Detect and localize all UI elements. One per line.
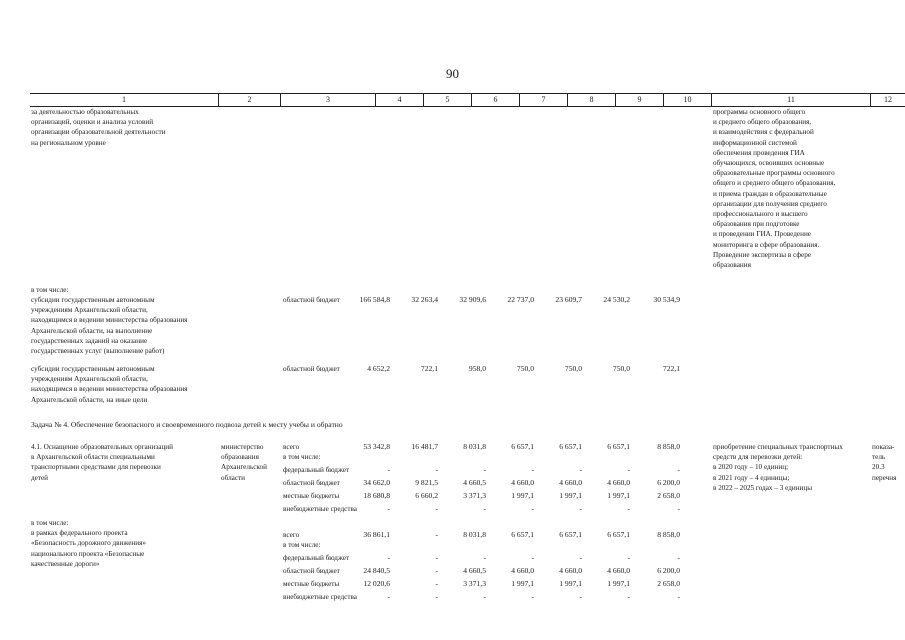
row41-value-cell: - [579,504,582,513]
block-a-row2-v7: 722,1 [662,364,680,373]
header-col-8: 8 [567,94,615,106]
row41-source-5: внебюджетные средства [283,505,357,513]
row41-value-cell: - [435,465,438,474]
block-b-value-cell: 6 657,1 [607,530,630,539]
header-col-6: 6 [471,94,519,106]
block-b-value-cell: 6 657,1 [511,530,534,539]
block-b-source-3: областной бюджет [283,567,340,575]
row41-value-cell: 4 660,5 [463,478,486,487]
block-a-row2-v6: 750,0 [612,364,630,373]
block-b-value-cell: - [483,592,486,601]
row41-value-cell: 6 200,0 [657,478,680,487]
row41-value-cell: 6 660,2 [415,491,438,500]
block-b-value-cell: - [677,553,680,562]
row41-indicator: показа- тель 20.3 перечня [872,443,897,482]
row41-value-cell: - [483,465,486,474]
block-b-value-cell: - [531,553,534,562]
row41-value-cell: 4 660,0 [559,478,582,487]
block-a-row2-v5: 750,0 [564,364,582,373]
block-a-row1-source: областной бюджет [283,296,340,304]
header-col-4: 4 [375,94,423,106]
row41-value-cell: 8 031,8 [463,442,486,451]
block-b-value-cell: 4 660,0 [559,566,582,575]
block-b-source-4: местные бюджеты [283,580,340,588]
block-a-row1-v5: 23 609,7 [555,295,582,304]
block-a-row1-v7: 30 534,9 [653,295,680,304]
row41-value-cell: - [531,504,534,513]
block-b-value-cell: 4 660,0 [511,566,534,575]
block-a-row2-source: областной бюджет [283,365,340,373]
block-b-value-cell: - [531,592,534,601]
block-b-value-cell: 1 997,1 [511,579,534,588]
block-a-row1-v1: 166 584,8 [359,295,390,304]
block-b-value-cell: - [435,579,438,588]
row41-value-cell: - [677,465,680,474]
row41-source-2: федеральный бюджет [283,466,350,474]
block-a-row2-name: субсидии государственным автономным учреждениям Архангельской области, находящимся в ведении министерства образования Архангельской области, на иные цели [31,365,188,404]
block-b-name: в том числе: в рамках федерального проекта «Безопасность дорожного движения» национального проекта «Безопасные качественные дороги» [31,519,147,568]
row41-value-cell: 8 858,0 [657,442,680,451]
row41-value-cell: 6 657,1 [559,442,582,451]
header-col-9: 9 [615,94,663,106]
row41-value-cell: - [483,504,486,513]
table-header-row [30,93,905,107]
row41-value-cell: 6 657,1 [511,442,534,451]
block-b-value-cell: 3 371,3 [463,579,486,588]
block-b-value-cell: - [627,592,630,601]
header-col-3: 3 [280,94,375,106]
block-a-row2-v3: 958,0 [468,364,486,373]
row41-value-cell: 2 658,0 [657,491,680,500]
row41-value-cell: - [627,504,630,513]
row41-value-cell: - [531,465,534,474]
row41-value-cell: 4 660,0 [511,478,534,487]
header-col-1: 1 [122,95,126,104]
row41-value-cell: 53 342,8 [363,442,390,451]
row41-value-cell: - [677,504,680,513]
block-b-value-cell: 1 997,1 [559,579,582,588]
row41-value-cell: 1 997,1 [559,491,582,500]
block-b-value-cell: - [579,592,582,601]
block-b-value-cell: 2 658,0 [657,579,680,588]
row41-value-cell: 6 657,1 [607,442,630,451]
block-b-value-cell: 24 840,5 [363,566,390,575]
block-b-value-cell: 8 031,8 [463,530,486,539]
block-b-value-cell: - [435,553,438,562]
block-b-value-cell: - [435,530,438,539]
block-a-row2-v1: 4 652,2 [367,364,390,373]
block-a-row2-v2: 722,1 [420,364,438,373]
block-b-value-cell: - [435,592,438,601]
row41-value-cell: 3 371,3 [463,491,486,500]
row41-value-cell: 4 660,0 [607,478,630,487]
block-b-value-cell: - [483,553,486,562]
row41-source-1: в том числе: [283,453,321,461]
row41-value-cell: 18 680,8 [363,491,390,500]
block-b-value-cell: 8 858,0 [657,530,680,539]
row41-result: приобретение специальных транспортных средств для перевозки детей: в 2020 году – 10 единиц; в 2021 году – 4 единицы; в 2022 – 2025 годах – 3 единицы [713,443,843,492]
header-col-10: 10 [663,94,711,106]
row41-source-4: местные бюджеты [283,492,340,500]
block-b-source-2: федеральный бюджет [283,554,350,562]
block-b-value-cell: 4 660,0 [607,566,630,575]
top-block-col11-text: программы основного общего и среднего общего образования, и взаимодействия с федеральной информационной системой обеспечения проведения ГИА обучающихся, освоивших основные образовательные программы основного общего и среднего общего образования, и приема граждан в образовательные организации для получения среднего профессионального и высшего образования при подготовке и проведении ГИА. Проведение мониторинга в сфере образования. Проведение экспертизы в сфере образования [713,108,836,270]
block-b-value-cell: 12 020,6 [363,579,390,588]
row41-executor: министерство образования Архангельской области [221,443,267,482]
block-b-value-cell: 6 657,1 [559,530,582,539]
row41-value-cell: 1 997,1 [511,491,534,500]
block-a-row1-v4: 22 737,0 [507,295,534,304]
block-a-row1-v3: 32 909,6 [459,295,486,304]
block-a-row1-name: субсидии государственным автономным учреждениям Архангельской области, находящимся в ведении министерства образования Архангельской области, на выполнение государственных заданий на оказание государственных услуг (выполнение работ) [31,296,188,356]
block-b-source-1: в том числе: [283,541,321,549]
header-col-11: 11 [711,94,870,106]
block-b-value-cell: - [387,592,390,601]
block-b-value-cell: 36 861,1 [363,530,390,539]
header-col-12: 12 [870,94,905,106]
row41-value-cell: 34 662,0 [363,478,390,487]
row41-source-0: всего [283,443,300,451]
top-block-col1-text: за деятельностью образовательных организаций, оценки и анализа условий организации образовательной деятельности на региональном уровне [31,108,166,147]
block-b-value-cell: - [579,553,582,562]
row41-name: 4.1. Оснащение образовательных организаций в Архангельской области специальными транспортными средствами для перевозки детей [31,443,173,482]
header-col-2: 2 [218,94,280,106]
header-col-5: 5 [423,94,471,106]
block-b-value-cell: - [677,592,680,601]
page-number: 90 [446,66,459,81]
row41-value-cell: - [435,504,438,513]
block-b-source-5: внебюджетные средства [283,593,357,601]
block-b-value-cell: 6 200,0 [657,566,680,575]
block-b-value-cell: - [627,553,630,562]
row41-value-cell: - [627,465,630,474]
row41-value-cell: 1 997,1 [607,491,630,500]
row41-value-cell: - [579,465,582,474]
row41-value-cell: 16 481,7 [411,442,438,451]
row41-value-cell: - [387,504,390,513]
block-b-value-cell: - [387,553,390,562]
block-b-value-cell: 4 660,5 [463,566,486,575]
block-b-source-0: всего [283,531,300,539]
block-b-value-cell: - [435,566,438,575]
row41-source-3: областной бюджет [283,479,340,487]
task4-heading: Задача № 4. Обеспечение безопасного и своевременного подвоза детей к месту учебы и обратно [31,420,343,429]
block-b-value-cell: 1 997,1 [607,579,630,588]
header-col-7: 7 [519,94,567,106]
block-a-row1-v2: 32 263,4 [411,295,438,304]
row41-value-cell: 9 821,5 [415,478,438,487]
block-a-row1-v6: 24 530,2 [603,295,630,304]
row41-value-cell: - [387,465,390,474]
block-a-title: в том числе: [31,286,69,294]
block-a-row2-v4: 750,0 [516,364,534,373]
